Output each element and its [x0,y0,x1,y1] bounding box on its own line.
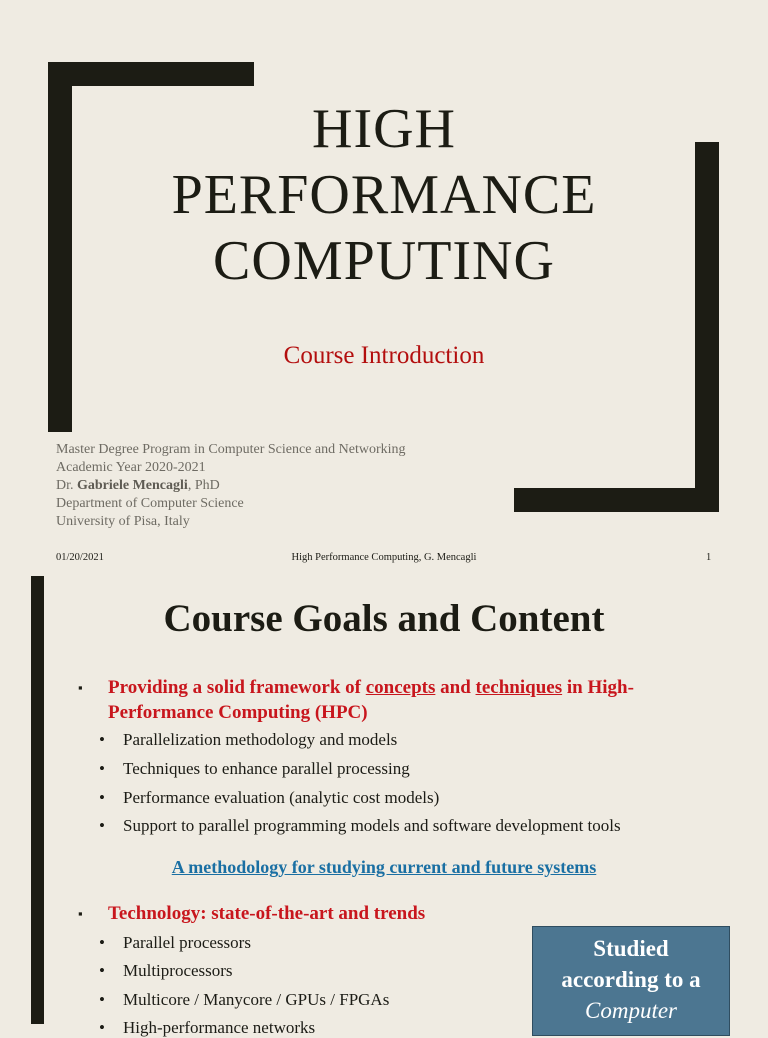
university-line: University of Pisa, Italy [56,514,190,529]
lecturer-prefix: Dr. [56,478,77,493]
list-item-text: Parallel processors [123,933,251,952]
list-item-text: Multiprocessors [123,961,233,980]
callout-line: Studied [593,936,669,961]
slide-title [0,96,768,294]
square-bullet-icon: ▪ [78,680,83,695]
list-item-text: High-performance networks [123,1018,316,1037]
title-line: HIGH [312,98,456,160]
list-item [99,1018,316,1038]
slide-title: Course Goals and Content [163,597,605,640]
title-line: COMPUTING [213,230,555,292]
callout-line: according to a [561,967,701,992]
list-item-text: Parallelization methodology and models [123,730,398,749]
techniques-link[interactable]: techniques [475,677,563,698]
list-item [99,730,398,750]
list-item [99,788,440,808]
list-item [99,933,251,953]
square-bullet-icon: ▪ [78,906,83,921]
title-line: PERFORMANCE [171,164,597,226]
callout-line [533,995,729,1026]
concepts-link[interactable]: concepts [365,677,436,698]
footer-page-number: 1 [706,552,712,563]
list-item [99,816,621,836]
goal-text: Providing a solid framework of [108,677,366,698]
callout-emphasis: Computer [585,998,677,1023]
list-item-text: Techniques to enhance parallel processing [123,759,410,778]
footer-date: 01/20/2021 [56,552,104,563]
list-item-text: Support to parallel programming models and software development tools [123,816,621,835]
list-item-text: Multicore / Manycore / GPUs / FPGAs [123,990,390,1009]
lecturer-suffix: , PhD [187,478,220,493]
goal-text: in High- [562,677,634,698]
footer-center: High Performance Computing, G. Mencagli [291,552,477,563]
lecturer-line [56,477,406,495]
program-line: Master Degree Program in Computer Science and Networking [56,442,406,457]
lecturer-name: Gabriele Mencagli [77,478,188,493]
bullet-icon: • [99,990,105,1009]
course-info [56,441,406,531]
slide-subtitle: Course Introduction [283,342,485,369]
bullet-icon: • [99,933,105,952]
department-line: Department of Computer Science [56,496,244,511]
methodology-link[interactable]: A methodology for studying current and future systems [171,857,597,877]
bullet-icon: • [99,816,105,835]
year-line: Academic Year 2020-2021 [56,460,206,475]
bullet-icon: • [99,961,105,980]
callout-box [532,926,730,1036]
list-item [99,990,390,1010]
bullet-icon: • [99,1018,105,1037]
goal-bullet-framework-continued: Performance Computing (HPC) [108,702,368,723]
bullet-icon: • [99,788,105,807]
frame-top-left-horizontal [48,62,254,86]
list-item-text: Performance evaluation (analytic cost models) [123,788,440,807]
list-item [99,961,233,981]
bullet-icon: • [99,730,105,749]
bullet-icon: • [99,759,105,778]
slide-left-bar [31,576,44,1024]
goal-bullet-technology [78,901,716,926]
content-slide [0,576,768,1037]
goal-text: and [435,677,476,698]
goal-text: Technology: state-of-the-art and trends [108,903,426,924]
list-item [99,759,410,779]
frame-bottom-right-horizontal [514,488,719,512]
goal-bullet-framework [78,675,716,700]
